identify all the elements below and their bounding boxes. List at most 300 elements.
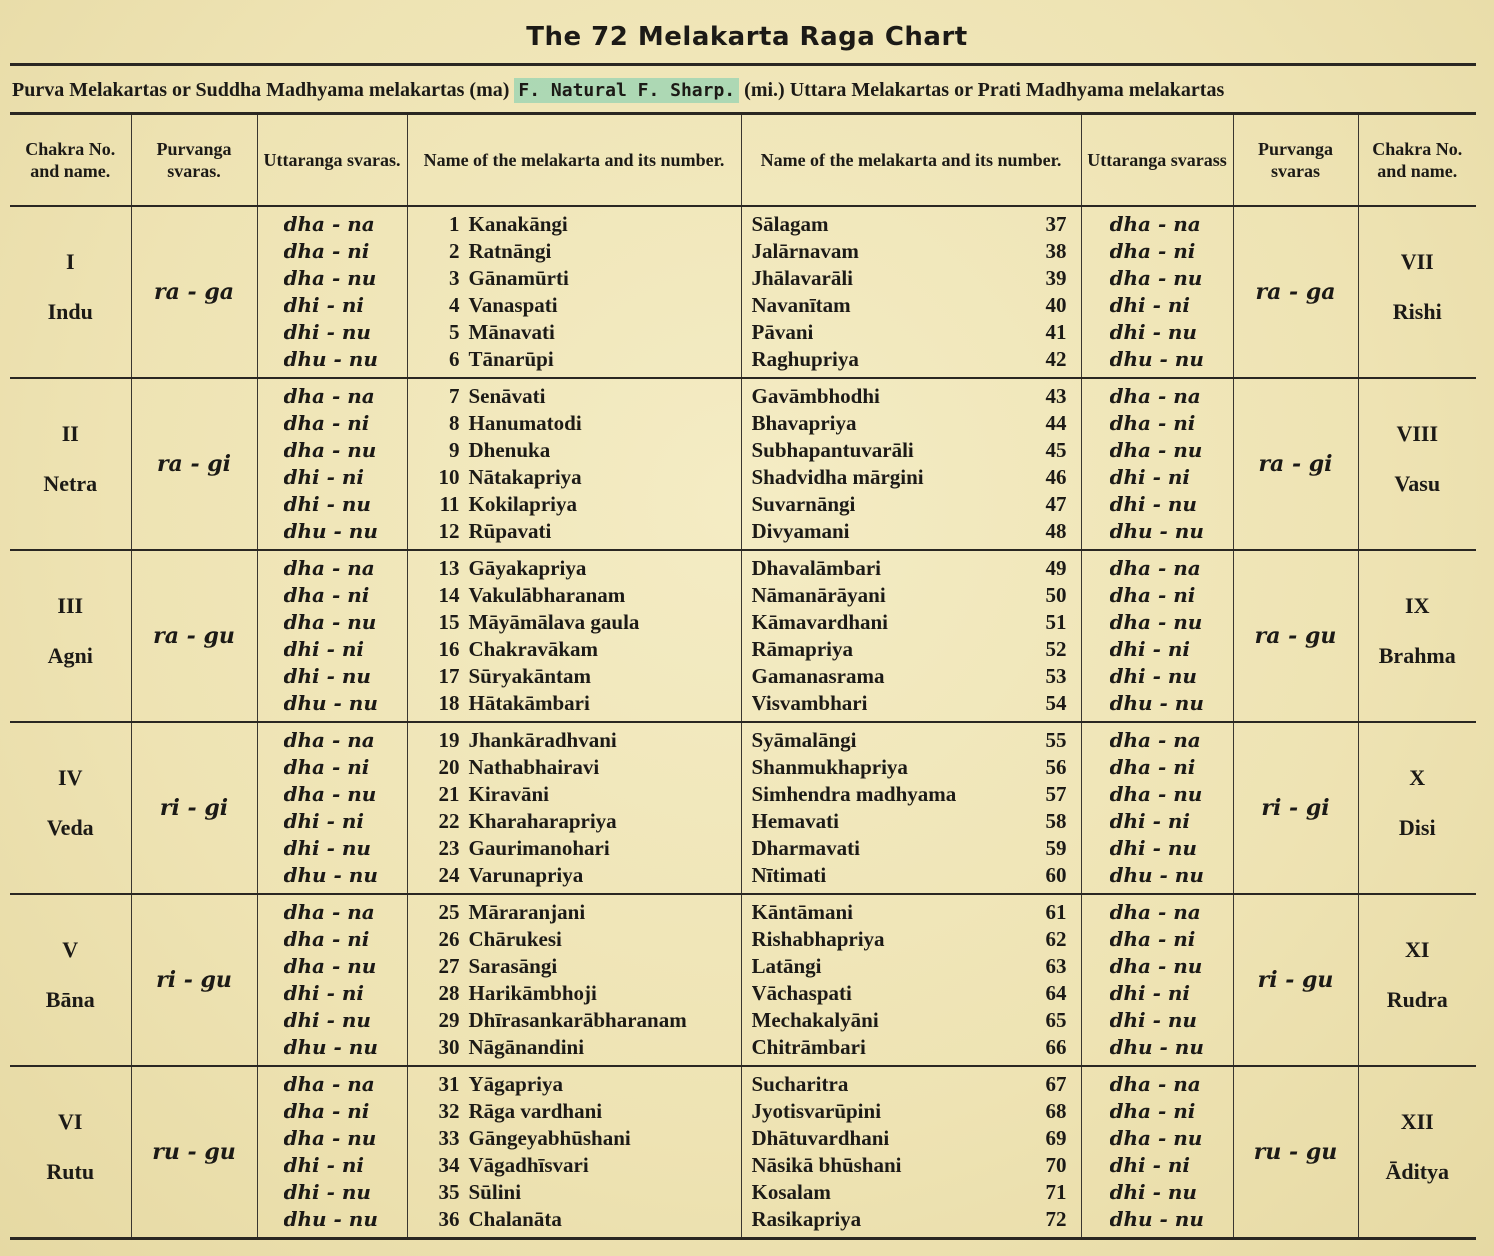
melakarta-name: Kokilapriya — [468, 492, 578, 516]
purvanga-left-cell — [131, 206, 257, 378]
list-item — [752, 238, 1067, 265]
list-item — [430, 383, 741, 410]
melakarta-name: Jhālavarāli — [751, 266, 854, 290]
melakarta-left-cell — [407, 722, 741, 894]
uttaranga-svara: dha - nu — [283, 610, 377, 634]
list-item — [430, 1152, 741, 1179]
melakarta-number: 51 — [1045, 610, 1067, 634]
melakarta-right-cell — [741, 378, 1081, 550]
melakarta-name: Raghupriya — [751, 347, 859, 371]
list-item — [752, 1007, 1067, 1034]
melakarta-right-cell — [741, 722, 1081, 894]
melakarta-number: 34 — [438, 1153, 460, 1177]
list-item — [430, 491, 741, 518]
chakra-left-cell — [10, 894, 131, 1066]
uttaranga-right-cell — [1081, 722, 1233, 894]
list-item — [752, 437, 1067, 464]
uttaranga-svara: dhi - nu — [1109, 836, 1197, 860]
uttaranga-left-cell — [257, 378, 407, 550]
melakarta-name: Ratnāngi — [468, 239, 552, 263]
melakarta-name: Jalārnavam — [751, 239, 859, 263]
melakarta-name: Sālagam — [751, 212, 829, 236]
melakarta-name: Gamanasrama — [751, 664, 885, 688]
uttaranga-svara: dha - na — [1109, 1072, 1201, 1096]
melakarta-left-cell — [407, 378, 741, 550]
list-item — [752, 926, 1067, 953]
uttaranga-svara: dhi - nu — [1109, 492, 1197, 516]
list-item — [752, 899, 1067, 926]
uttaranga-svara: dha - ni — [1109, 239, 1196, 263]
melakarta-name: Gāyakapriya — [468, 556, 587, 580]
melakarta-name: Kanakāngi — [468, 212, 568, 236]
melakarta-number: 60 — [1045, 863, 1067, 887]
list-item — [752, 690, 1067, 717]
header-chakra-right: Chakra No. and name. — [1372, 139, 1463, 181]
uttaranga-svara: dha - ni — [1109, 755, 1196, 779]
chakra-number: XII — [1400, 1109, 1434, 1134]
purvanga-svara: ri - gi — [1261, 795, 1330, 821]
list-item — [752, 464, 1067, 491]
uttaranga-svara: dha - nu — [1109, 610, 1203, 634]
list-item — [752, 211, 1067, 238]
uttaranga-svara: dha - ni — [283, 755, 370, 779]
melakarta-name: Hanumatodi — [468, 411, 582, 435]
header-row — [10, 114, 1476, 207]
melakarta-name: Vanaspati — [468, 293, 558, 317]
melakarta-number: 47 — [1045, 492, 1067, 516]
melakarta-name: Gānamūrti — [468, 266, 569, 290]
melakarta-name: Kāntāmani — [751, 900, 854, 924]
list-item — [752, 980, 1067, 1007]
list-item — [752, 410, 1067, 437]
list-item — [752, 609, 1067, 636]
uttaranga-svara: dha - nu — [1109, 266, 1203, 290]
list-item — [430, 410, 741, 437]
melakarta-number: 50 — [1045, 583, 1067, 607]
melakarta-name: Vāgadhīsvari — [468, 1153, 589, 1177]
melakarta-number: 29 — [438, 1008, 460, 1032]
chakra-number: VI — [58, 1109, 83, 1134]
melakarta-number: 72 — [1045, 1207, 1067, 1231]
list-item — [752, 346, 1067, 373]
melakarta-name: Kosalam — [751, 1180, 831, 1204]
melakarta-number: 69 — [1045, 1126, 1067, 1150]
melakarta-name: Yāgapriya — [468, 1072, 563, 1096]
list-item — [752, 518, 1067, 545]
melakarta-right-cell — [741, 894, 1081, 1066]
list-item — [430, 319, 741, 346]
uttaranga-svara: dha - nu — [1109, 954, 1203, 978]
chakra-name: Brahma — [1378, 643, 1456, 668]
melakarta-number: 13 — [438, 556, 460, 580]
melakarta-name: Jhankāradhvani — [468, 728, 617, 752]
chakra-left-cell — [10, 550, 131, 722]
uttaranga-svara: dhu - nu — [283, 691, 378, 715]
melakarta-number: 18 — [438, 691, 460, 715]
uttaranga-svara: dhi - nu — [1109, 1008, 1197, 1032]
uttaranga-svara: dhu - nu — [1109, 519, 1204, 543]
melakarta-name: Kiravāni — [468, 782, 550, 806]
melakarta-number: 14 — [438, 583, 460, 607]
uttaranga-left-cell — [257, 206, 407, 378]
uttaranga-svara: dha - na — [283, 384, 375, 408]
chakra-left-cell — [10, 722, 131, 894]
uttaranga-svara: dhi - nu — [283, 492, 371, 516]
chakra-row — [10, 378, 1476, 550]
list-item — [430, 690, 741, 717]
purvanga-left-cell — [131, 1066, 257, 1239]
list-item — [752, 265, 1067, 292]
uttaranga-svara: dha - nu — [283, 1126, 377, 1150]
melakarta-name: Kharaharapriya — [468, 809, 617, 833]
purvanga-svara: ri - gu — [1257, 967, 1334, 993]
melakarta-number: 41 — [1045, 320, 1067, 344]
chakra-right-cell — [1358, 206, 1476, 378]
melakarta-number: 66 — [1045, 1035, 1067, 1059]
melakarta-number: 6 — [449, 347, 460, 371]
chakra-name: Indu — [47, 299, 93, 324]
melakarta-name: Vakulābharanam — [468, 583, 626, 607]
melakarta-name: Nītimati — [751, 863, 827, 887]
chakra-left-cell — [10, 1066, 131, 1239]
melakarta-number: 39 — [1045, 266, 1067, 290]
melakarta-name: Nathabhairavi — [468, 755, 600, 779]
list-item — [430, 862, 741, 889]
chakra-number: IX — [1405, 593, 1430, 618]
list-item — [752, 1098, 1067, 1125]
uttaranga-svara: dhu - nu — [283, 863, 378, 887]
melakarta-number: 70 — [1045, 1153, 1067, 1177]
melakarta-number: 46 — [1045, 465, 1067, 489]
melakarta-number: 32 — [438, 1099, 460, 1123]
uttaranga-svara: dhi - ni — [283, 293, 364, 317]
chakra-row — [10, 550, 1476, 722]
purvanga-right-cell — [1233, 894, 1358, 1066]
uttaranga-svara: dhi - ni — [1109, 465, 1190, 489]
melakarta-name: Hātakāmbari — [468, 691, 590, 715]
purvanga-left-cell — [131, 550, 257, 722]
list-item — [430, 1125, 741, 1152]
list-item — [752, 555, 1067, 582]
list-item — [430, 1179, 741, 1206]
purvanga-right-cell — [1233, 550, 1358, 722]
uttaranga-svara: dha - nu — [1109, 438, 1203, 462]
uttaranga-svara: dha - nu — [283, 954, 377, 978]
uttaranga-svara: dha - na — [1109, 384, 1201, 408]
melakarta-name: Sūryakāntam — [468, 664, 592, 688]
uttaranga-svara: dhi - ni — [283, 1153, 364, 1177]
melakarta-number: 63 — [1045, 954, 1067, 978]
melakarta-name: Nāgānandini — [468, 1035, 585, 1059]
uttaranga-left-cell — [257, 722, 407, 894]
uttaranga-svara: dhi - ni — [283, 981, 364, 1005]
list-item — [430, 835, 741, 862]
list-item — [752, 491, 1067, 518]
melakarta-name: Dhavalāmbari — [751, 556, 882, 580]
melakarta-name: Rāga vardhani — [468, 1099, 603, 1123]
list-item — [430, 754, 741, 781]
melakarta-number: 37 — [1045, 212, 1067, 236]
chakra-name: Rishi — [1392, 299, 1442, 324]
header-melakarta-left: Name of the melakarta and its number. — [407, 114, 741, 207]
purvanga-left-cell — [131, 722, 257, 894]
uttaranga-svara: dha - na — [283, 1072, 375, 1096]
melakarta-name: Nāsikā bhūshani — [751, 1153, 902, 1177]
uttaranga-svara: dhi - nu — [283, 320, 371, 344]
chakra-number: I — [65, 249, 75, 274]
chakra-row — [10, 894, 1476, 1066]
chakra-name: Rutu — [46, 1159, 95, 1184]
list-item — [752, 1034, 1067, 1061]
uttaranga-svara: dhi - ni — [1109, 1153, 1190, 1177]
melakarta-number: 5 — [449, 320, 460, 344]
melakarta-number: 45 — [1045, 438, 1067, 462]
melakarta-number: 42 — [1045, 347, 1067, 371]
uttaranga-svara: dha - ni — [283, 583, 370, 607]
uttaranga-svara: dha - ni — [283, 239, 370, 263]
melakarta-number: 44 — [1045, 411, 1067, 435]
melakarta-name: Vāchaspati — [751, 981, 852, 1005]
melakarta-number: 30 — [438, 1035, 460, 1059]
melakarta-number: 67 — [1045, 1072, 1067, 1096]
uttaranga-svara: dha - nu — [1109, 1126, 1203, 1150]
chakra-name: Veda — [46, 815, 94, 840]
list-item — [430, 1007, 741, 1034]
melakarta-name: Rāmapriya — [751, 637, 853, 661]
melakarta-number: 43 — [1045, 384, 1067, 408]
list-item — [430, 1206, 741, 1233]
chakra-number: V — [62, 937, 79, 962]
melakarta-name: Tānarūpi — [468, 347, 554, 371]
melakarta-number: 27 — [438, 954, 460, 978]
melakarta-number: 53 — [1045, 664, 1067, 688]
uttaranga-svara: dha - na — [1109, 728, 1201, 752]
melakarta-name: Māyāmālava gaula — [468, 610, 640, 634]
melakarta-number: 57 — [1045, 782, 1067, 806]
header-uttaranga-right: Uttaranga svarass — [1081, 114, 1233, 207]
melakarta-name: Sucharitra — [751, 1072, 849, 1096]
list-item — [752, 1071, 1067, 1098]
purvanga-svara: ru - gu — [152, 1139, 236, 1165]
melakarta-number: 24 — [438, 863, 460, 887]
chakra-left-cell — [10, 378, 131, 550]
purvanga-right-cell — [1233, 206, 1358, 378]
uttaranga-svara: dhu - nu — [1109, 691, 1204, 715]
chakra-row — [10, 206, 1476, 378]
uttaranga-right-cell — [1081, 550, 1233, 722]
uttaranga-right-cell — [1081, 894, 1233, 1066]
melakarta-left-cell — [407, 550, 741, 722]
list-item — [752, 808, 1067, 835]
melakarta-number: 40 — [1045, 293, 1067, 317]
melakarta-number: 1 — [449, 212, 460, 236]
uttaranga-svara: dha - ni — [1109, 927, 1196, 951]
melakarta-number: 28 — [438, 981, 460, 1005]
uttaranga-svara: dhi - nu — [283, 836, 371, 860]
list-item — [430, 609, 741, 636]
melakarta-number: 11 — [439, 492, 460, 516]
list-item — [430, 980, 741, 1007]
melakarta-name: Chārukesi — [468, 927, 562, 951]
melakarta-number: 3 — [449, 266, 460, 290]
chakra-name: Netra — [43, 471, 98, 496]
purvanga-right-cell — [1233, 1066, 1358, 1239]
chakra-name: Rudra — [1386, 987, 1448, 1012]
chart-title: The 72 Melakarta Raga Chart — [526, 22, 968, 52]
melakarta-number: 71 — [1045, 1180, 1067, 1204]
melakarta-number: 23 — [438, 836, 460, 860]
list-item — [430, 582, 741, 609]
list-item — [430, 437, 741, 464]
melakarta-name: Mānavati — [468, 320, 555, 344]
uttaranga-svara: dhu - nu — [1109, 1035, 1204, 1059]
melakarta-name: Latāngi — [751, 954, 822, 978]
melakarta-name: Sarasāngi — [468, 954, 558, 978]
melakarta-name: Syāmalāngi — [751, 728, 857, 752]
chakra-name: Disi — [1398, 815, 1436, 840]
chakra-number: X — [1409, 765, 1426, 790]
melakarta-number: 12 — [438, 519, 460, 543]
melakarta-name: Shadvidha mārgini — [751, 465, 924, 489]
chakra-name: Vasu — [1394, 471, 1441, 496]
melakarta-number: 56 — [1045, 755, 1067, 779]
header-chakra-left: Chakra No. and name. — [10, 114, 131, 207]
list-item — [430, 808, 741, 835]
melakarta-name: Mechakalyāni — [751, 1008, 879, 1032]
melakarta-number: 26 — [438, 927, 460, 951]
uttaranga-right-cell — [1081, 206, 1233, 378]
melakarta-name: Varunapriya — [468, 863, 584, 887]
chakra-name: Agni — [47, 643, 93, 668]
melakarta-name: Bhavapriya — [751, 411, 857, 435]
list-item — [752, 1152, 1067, 1179]
purvanga-svara: ra - ga — [154, 279, 234, 305]
melakarta-name: Suvarnāngi — [751, 492, 856, 516]
chakra-right-cell — [1358, 894, 1476, 1066]
chakra-right-cell — [1358, 1066, 1476, 1239]
uttaranga-svara: dha - ni — [283, 1099, 370, 1123]
uttaranga-svara: dhu - nu — [283, 519, 378, 543]
list-item — [430, 899, 741, 926]
chakra-row — [10, 722, 1476, 894]
list-item — [430, 1034, 741, 1061]
list-item — [430, 953, 741, 980]
purvanga-svara: ra - gi — [156, 451, 232, 477]
uttaranga-svara: dhi - nu — [283, 664, 371, 688]
melakarta-left-cell — [407, 206, 741, 378]
purvanga-left-cell — [131, 894, 257, 1066]
uttaranga-svara: dhi - ni — [1109, 293, 1190, 317]
banner-highlight: F. Natural F. Sharp. — [514, 78, 739, 103]
list-item — [430, 518, 741, 545]
list-item — [752, 862, 1067, 889]
uttaranga-right-cell — [1081, 1066, 1233, 1239]
chakra-number: VII — [1400, 249, 1434, 274]
melakarta-right-cell — [741, 550, 1081, 722]
banner-right-text: (mi.) Uttara Melakartas or Prati Madhyama melakartas — [744, 79, 1225, 101]
chakra-number: IV — [58, 765, 83, 790]
list-item — [430, 926, 741, 953]
uttaranga-svara: dhi - ni — [283, 637, 364, 661]
banner-row — [12, 70, 1474, 110]
purvanga-svara: ri - gu — [156, 967, 232, 993]
melakarta-number: 15 — [438, 610, 460, 634]
list-item — [430, 636, 741, 663]
melakarta-number: 7 — [449, 384, 460, 408]
melakarta-number: 10 — [438, 465, 460, 489]
list-item — [430, 265, 741, 292]
uttaranga-right-cell — [1081, 378, 1233, 550]
chakra-name: Āditya — [1385, 1159, 1450, 1184]
melakarta-number: 21 — [438, 782, 460, 806]
list-item — [752, 953, 1067, 980]
uttaranga-svara: dhi - nu — [1109, 1180, 1197, 1204]
list-item — [430, 292, 741, 319]
melakarta-number: 33 — [438, 1126, 460, 1150]
purvanga-left-cell — [131, 378, 257, 550]
melakarta-number: 59 — [1045, 836, 1067, 860]
uttaranga-svara: dha - nu — [283, 782, 377, 806]
list-item — [752, 663, 1067, 690]
melakarta-name: Kāmavardhani — [751, 610, 889, 634]
uttaranga-svara: dhu - nu — [1109, 863, 1204, 887]
melakarta-name: Gaurimanohari — [468, 836, 610, 860]
melakarta-number: 22 — [438, 809, 460, 833]
uttaranga-left-cell — [257, 550, 407, 722]
melakarta-name: Pāvani — [751, 320, 814, 344]
melakarta-name: Sūlini — [468, 1180, 522, 1204]
uttaranga-svara: dhi - nu — [283, 1180, 371, 1204]
uttaranga-svara: dha - ni — [1109, 1099, 1196, 1123]
uttaranga-svara: dhi - nu — [283, 1008, 371, 1032]
melakarta-name: Harikāmbhoji — [468, 981, 597, 1005]
purvanga-svara: ri - gi — [159, 795, 229, 821]
list-item — [752, 1206, 1067, 1233]
purvanga-svara: ra - gu — [1254, 623, 1337, 649]
uttaranga-svara: dhi - ni — [1109, 637, 1190, 661]
uttaranga-svara: dhi - ni — [1109, 981, 1190, 1005]
uttaranga-svara: dha - na — [283, 212, 375, 236]
chakra-row — [10, 1066, 1476, 1239]
list-item — [752, 582, 1067, 609]
melakarta-number: 35 — [438, 1180, 460, 1204]
list-item — [430, 781, 741, 808]
melakarta-name: Jyotisvarūpini — [751, 1099, 882, 1123]
uttaranga-svara: dha - nu — [1109, 782, 1203, 806]
header-purvanga-right: Purvanga svaras — [1233, 114, 1358, 207]
melakarta-name: Divyamani — [751, 519, 850, 543]
list-item — [752, 754, 1067, 781]
list-item — [430, 727, 741, 754]
header-purvanga-left: Purvanga svaras. — [131, 114, 257, 207]
uttaranga-svara: dha - na — [1109, 212, 1201, 236]
list-item — [430, 346, 741, 373]
uttaranga-svara: dha - ni — [283, 927, 370, 951]
melakarta-name: Dhātuvardhani — [751, 1126, 890, 1150]
melakarta-number: 36 — [438, 1207, 460, 1231]
chakra-left-cell — [10, 206, 131, 378]
melakarta-name: Hemavati — [751, 809, 839, 833]
chakra-number: II — [61, 421, 79, 446]
list-item — [430, 1098, 741, 1125]
list-item — [752, 835, 1067, 862]
melakarta-name: Dhīrasankarābharanam — [468, 1008, 687, 1032]
chakra-number: XI — [1405, 937, 1430, 962]
chakra-right-cell — [1358, 722, 1476, 894]
header-melakarta-right: Name of the melakarta and its number. — [741, 114, 1081, 207]
uttaranga-svara: dhi - ni — [283, 809, 364, 833]
melakarta-number: 9 — [449, 438, 460, 462]
